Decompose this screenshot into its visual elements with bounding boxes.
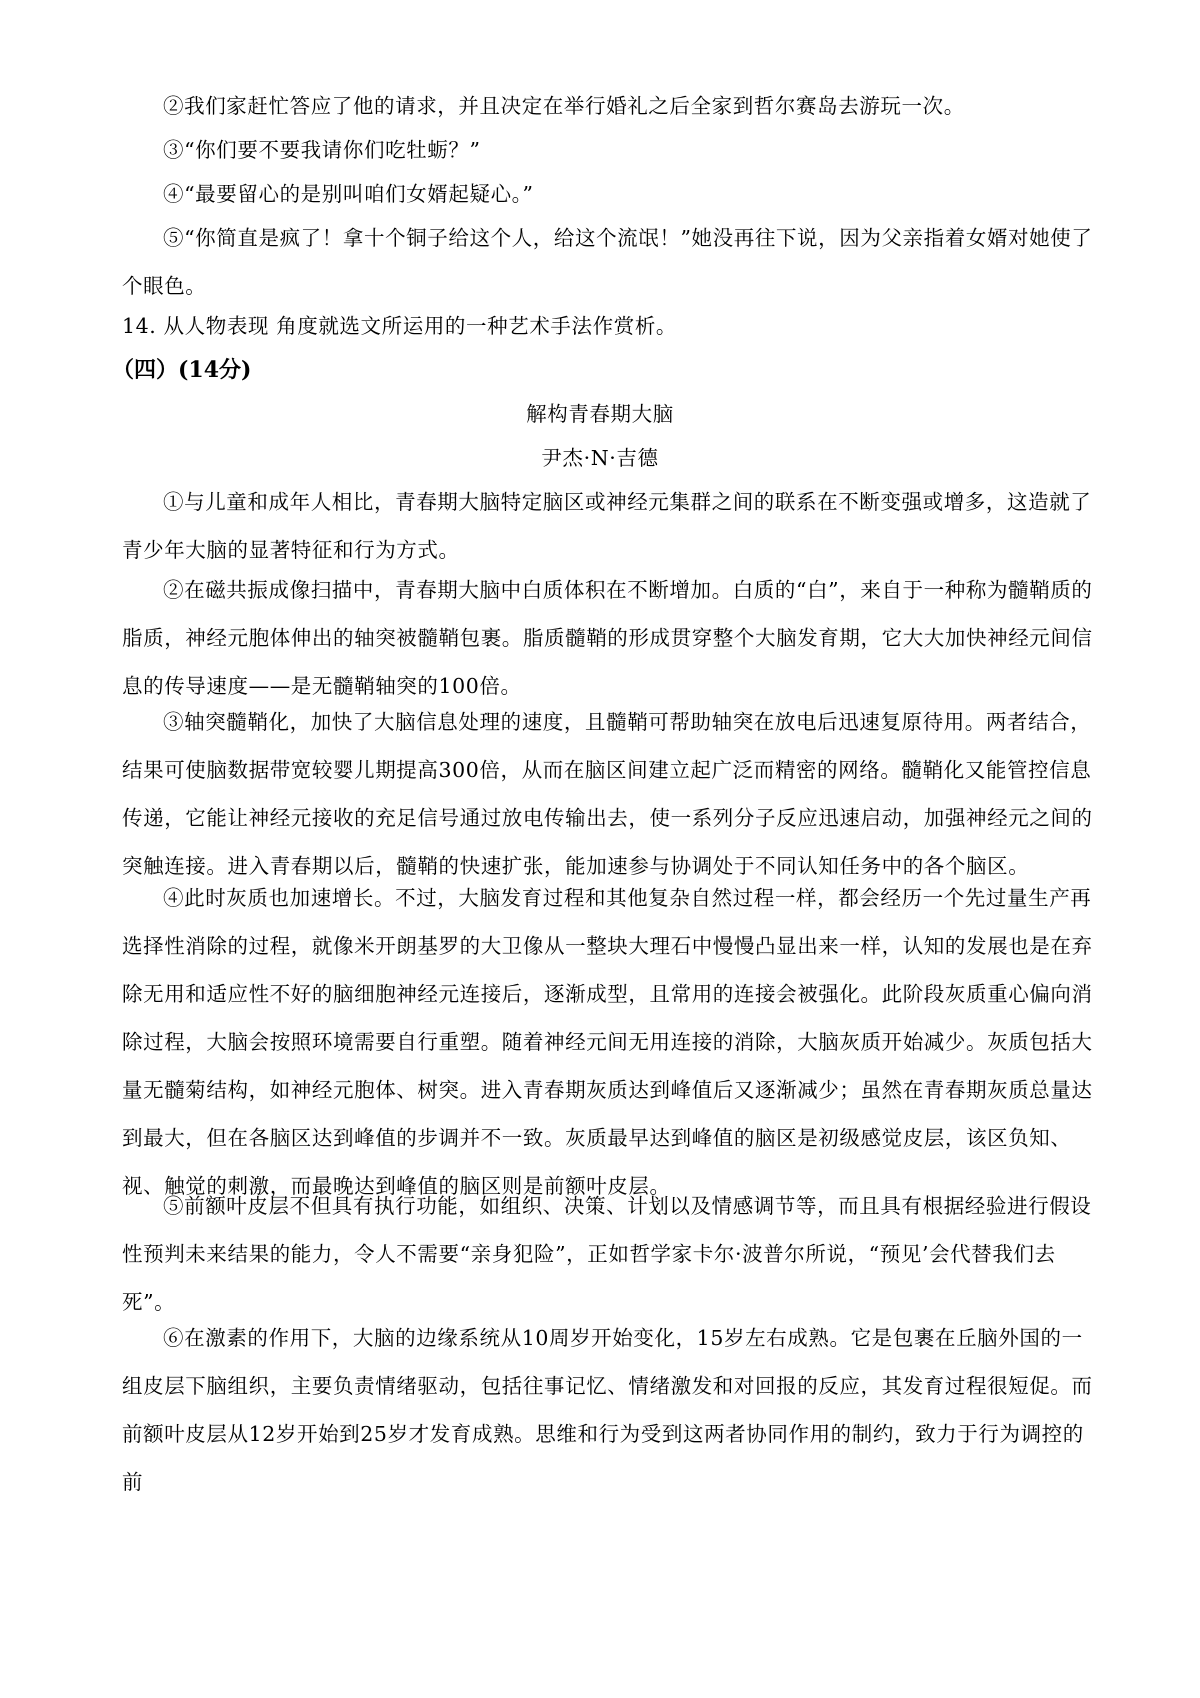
article-title: 解构青春期大脑 bbox=[526, 402, 674, 426]
article-author: 尹杰·N·吉德 bbox=[541, 446, 659, 470]
article-paragraph-2: ②在磁共振成像扫描中，青春期大脑中白质体积在不断增加。白质的“白”，来自于一种称为髓鞘质的脂质，神经元胞体伸出的轴突被髓鞘包裹。脂质髓鞘的形成贯穿整个大脑发育期，它大大加快神经元间信息的传导速度——是无髓鞘轴突的100倍。 bbox=[122, 578, 1093, 698]
prior-item-3: ③“你们要不要我请你们吃牡蛎？” bbox=[163, 138, 481, 162]
question-14: 14. 从人物表现 角度就选文所运用的一种艺术手法作赏析。 bbox=[122, 314, 678, 338]
article-paragraph-4: ④此时灰质也加速增长。不过，大脑发育过程和其他复杂自然过程一样，都会经历一个先过量生产再选择性消除的过程，就像米开朗基罗的大卫像从一整块大理石中慢慢凸显出来一样，认知的发展也是在弃除无用和适应性不好的脑细胞神经元连接后，逐渐成型，且常用的连接会被强化。此阶段灰质重心偏向消除过程，大脑会按照环境需要自行重塑。随着神经元间无用连接的消除，大脑灰质开始减少。灰质包括大量无髓菊结构，如神经元胞体、树突。进入青春期灰质达到峰值后又逐渐减少；虽然在青春期灰质总量达到最大，但在各脑区达到峰值的步调并不一致。灰质最早达到峰值的脑区是初级感觉皮层，该区负知、视、触觉的刺激，而最晚达到峰值的脑区则是前额叶皮层。 bbox=[122, 886, 1093, 1198]
article-paragraph-6: ⑥在激素的作用下，大脑的边缘系统从10周岁开始变化，15岁左右成熟。它是包裹在丘脑外国的一组皮层下脑组织，主要负责情绪驱动，包括往事记忆、情绪激发和对回报的反应，其发育过程很短促。而前额叶皮层从12岁开始到25岁才发育成熟。思维和行为受到这两者协同作用的制约，致力于行为调控的前 bbox=[122, 1326, 1093, 1494]
prior-item-4: ④“最要留心的是别叫咱们女婿起疑心。” bbox=[163, 182, 534, 206]
article-paragraph-1: ①与儿童和成年人相比，青春期大脑特定脑区或神经元集群之间的联系在不断变强或增多，这造就了青少年大脑的显著特征和行为方式。 bbox=[122, 490, 1092, 562]
article-paragraph-5: ⑤前额叶皮层不但具有执行功能，如组织、决策、计划以及情感调节等，而且具有根据经验进行假设性预判未来结果的能力，令人不需要“亲身犯险”，正如哲学家卡尔·波普尔所说，“预见’会代替我们去死”。 bbox=[122, 1194, 1092, 1314]
prior-item-2: ②我们家赶忙答应了他的请求，并且决定在举行婚礼之后全家到哲尔赛岛去游玩一次。 bbox=[163, 94, 965, 118]
article-paragraph-3: ③轴突髓鞘化，加快了大脑信息处理的速度，且髓鞘可帮助轴突在放电后迅速复原待用。两者结合，结果可使脑数据带宽较婴儿期提高300倍，从而在脑区间建立起广泛而精密的网络。髓鞘化又能管控信息传递，它能让神经元接收的充足信号通过放电传输出去，使一系列分子反应迅速启动，加强神经元之间的突触连接。进入青春期以后，髓鞘的快速扩张，能加速参与协调处于不同认知任务中的各个脑区。 bbox=[122, 710, 1093, 878]
section-four-heading: （四）(14分) bbox=[112, 357, 252, 383]
prior-item-5: ⑤“你简直是疯了！拿十个铜子给这个人，给这个流氓！”她没再往下说，因为父亲指着女婿对她使了个眼色。 bbox=[122, 226, 1093, 298]
